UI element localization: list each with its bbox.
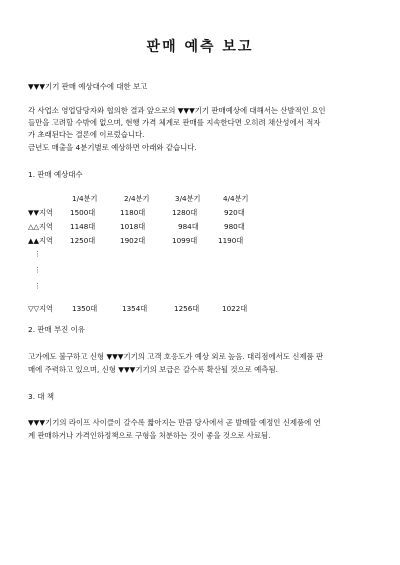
section-3-heading: 3. 대 책	[28, 392, 55, 401]
section-1-heading: 1. 판매 예상대수	[28, 170, 83, 179]
table-cell: 1350대	[72, 304, 98, 313]
table-cell: 1902대	[120, 236, 146, 245]
table-cell: 1190대	[218, 236, 244, 245]
table-header: 2/4분기	[124, 194, 150, 203]
table-cell: 920대	[224, 208, 245, 217]
row-label: ▼▼지역	[28, 208, 53, 217]
table-cell: 1280대	[172, 208, 198, 217]
ellipsis-mark: ⋮	[34, 250, 41, 258]
section-2-heading: 2. 판매 부진 이유	[28, 325, 85, 334]
table-cell: 1250대	[70, 236, 96, 245]
row-label: ▽▽지역	[28, 304, 53, 313]
intro-line-1: 각 사업소 영업담당자와 협의한 결과 앞으로의 ▼▼▼기기 판매예상에 대해서는 산발적인 요인	[28, 106, 326, 115]
subject-line: ▼▼▼기기 판매 예상대수에 대한 보고	[28, 82, 148, 91]
table-cell: 1500대	[70, 208, 96, 217]
table-cell: 1354대	[122, 304, 148, 313]
intro-line-3: 가 초래된다는 결론에 이르렀습니다.	[28, 130, 145, 139]
document-title: 판매 예측 보고	[146, 39, 254, 55]
table-header: 3/4분기	[175, 194, 201, 203]
reason-line-2: 매에 주력하고 있으며, 신형 ▼▼▼기기의 보급은 갈수록 확산될 것으로 예측됨.	[28, 365, 278, 374]
table-header: 4/4분기	[223, 194, 249, 203]
table-cell: 980대	[224, 222, 245, 231]
row-label: ▲▲지역	[28, 236, 53, 245]
intro-last-line: 금년도 매출을 4분기별로 예상하면 아래와 같습니다.	[28, 143, 197, 152]
measure-line-1: ▼▼▼기기의 라이프 사이클이 갈수록 짧아지는 만큼 당사에서 곧 발매할 예정인 신제품에 연	[28, 418, 321, 427]
table-cell: 1148대	[70, 222, 96, 231]
table-cell: 984대	[178, 222, 199, 231]
table-cell: 1022대	[222, 304, 248, 313]
measure-line-2: 계 판매하거나 가격인하정책으로 구형을 처분하는 것이 좋을 것으로 사료됨.	[28, 431, 271, 440]
table-header: 1/4분기	[72, 194, 98, 203]
intro-line-2: 들만을 고려할 수밖에 없으며, 현행 가격 체계로 판매를 지속한다면 오히려 채산성에서 적자	[28, 118, 321, 127]
table-cell: 1018대	[120, 222, 146, 231]
ellipsis-mark: ⋮	[34, 282, 41, 290]
ellipsis-mark: ⋮	[34, 266, 41, 274]
table-cell: 1256대	[174, 304, 200, 313]
reason-line-1: 고가에도 불구하고 신형 ▼▼▼기기의 고객 호응도가 예상 외로 높음. 대리점에서도 신제품 판	[28, 352, 324, 361]
table-cell: 1180대	[120, 208, 146, 217]
row-label: △△지역	[28, 222, 53, 231]
table-cell: 1099대	[172, 236, 198, 245]
